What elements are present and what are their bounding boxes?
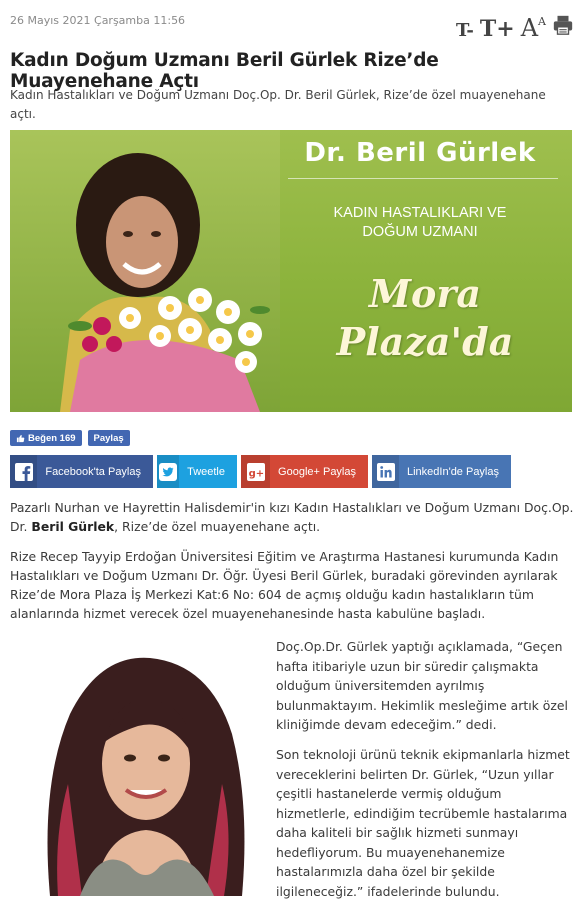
share-linkedin-label: LinkedIn'de Paylaş <box>407 465 499 478</box>
hero-divider <box>288 178 558 179</box>
facebook-like-label: Beğen 169 <box>28 432 76 444</box>
article-paragraph-3: Doç.Op.Dr. Gürlek yaptığı açıklamada, “Geçen hafta itibariyle uzun bir süredir çalışmakta olduğum üniversitemden ayrılmış bulunmaktayım. Hekimlik mesleğime artık özel kliniğimde devam edeceğim.” dedi. <box>276 639 568 732</box>
facebook-like-button[interactable] <box>10 430 82 446</box>
article-title: Kadın Doğum Uzmanı Beril Gürlek Rize’de Muayenehane Açtı <box>10 50 439 92</box>
share-twitter-button[interactable] <box>157 455 237 488</box>
facebook-share-small-label: Paylaş <box>93 432 124 444</box>
share-googleplus-label: Google+ Paylaş <box>278 465 356 478</box>
facebook-icon <box>10 455 37 488</box>
increase-font-button[interactable]: T+ <box>479 16 515 42</box>
share-facebook-label: Facebook'ta Paylaş <box>45 465 141 478</box>
share-buttons <box>10 455 511 488</box>
hero-banner <box>10 130 572 412</box>
print-button[interactable] <box>552 14 574 40</box>
text-tools <box>456 14 574 40</box>
hero-location-line2: Plaza'da <box>336 319 514 364</box>
decrease-font-button[interactable]: T- <box>456 20 474 41</box>
share-twitter-label: Tweetle <box>187 465 225 478</box>
googleplus-icon <box>241 455 270 488</box>
reset-font-label: A <box>520 14 539 42</box>
share-googleplus-button[interactable] <box>241 455 368 488</box>
share-facebook-button[interactable] <box>10 455 153 488</box>
article-meta-bar <box>10 14 574 40</box>
hero-specialty-line2: DOĞUM UZMANI <box>362 224 478 240</box>
paragraph-1-end: , Rize’de özel muayenehane açtı. <box>114 519 321 534</box>
reset-font-button[interactable] <box>521 16 546 40</box>
article-summary: Kadın Hastalıkları ve Doğum Uzmanı Doç.Op. Dr. Beril Gürlek, Rize’de özel muayenehane açtı. <box>10 88 546 121</box>
article-paragraph-4: Son teknoloji ürünü teknik ekipmanlarla hizmet vereceklerini belirten Dr. Gürlek, “Uzun yıllar çeşitli hastanelerde vermiş olduğum hizmetlerle, edindiğim tecrübemle hastalarıma daha kaliteli bir sağlık hizmeti sunmayı hedefliyorum. Bu muayenehanemize hastalarımızla daha özel bir şekilde ilgileneceğiz.” ifadelerinde bulundu. <box>276 747 570 899</box>
article-paragraph-2: Rize Recep Tayyip Erdoğan Üniversitesi Eğitim ve Araştırma Hastanesi kurumunda Kadın Hastalıkları ve Doğum Uzmanı Dr. Öğr. Üyesi Beril Gürlek, buradaki görevinden ayrılarak Rize’de Mora Plaza İş Merkezi Kat:6 No: 604 de açmış olduğu kadın hastalıkların tüm alanlarında hizmet verecek özel muayenehanesinde hasta kabulüne başladı. <box>10 549 559 621</box>
publish-date: 26 Mayıs 2021 Çarşamba 11:56 <box>10 14 186 27</box>
share-linkedin-button[interactable] <box>372 455 511 488</box>
hero-specialty <box>280 204 560 242</box>
linkedin-icon <box>372 455 399 488</box>
facebook-widget <box>10 430 130 446</box>
hero-specialty-line1: KADIN HASTALIKLARI VE <box>333 205 507 221</box>
hero-location <box>280 270 570 366</box>
hero-location-line1: Mora <box>368 271 482 316</box>
doctor-name-bold: Beril Gürlek <box>31 519 115 534</box>
doctor-with-flowers-photo <box>10 130 280 412</box>
svg-text:g+: g+ <box>248 468 264 479</box>
print-icon <box>552 14 574 36</box>
reset-font-sup: A <box>538 15 546 28</box>
doctor-portrait-photo <box>10 634 272 896</box>
paragraph-1-text: Pazarlı Nurhan ve Hayrettin Halisdemir'in kızı Kadın Hastalıkları ve Doğum Uzmanı Doç.Op. Dr. <box>10 500 574 534</box>
twitter-icon <box>157 455 179 488</box>
article-paragraph-1 <box>10 498 574 536</box>
thumbs-up-icon <box>16 434 25 443</box>
hero-doctor-name: Dr. Beril Gürlek <box>304 138 536 168</box>
facebook-share-small-button[interactable] <box>88 430 130 446</box>
